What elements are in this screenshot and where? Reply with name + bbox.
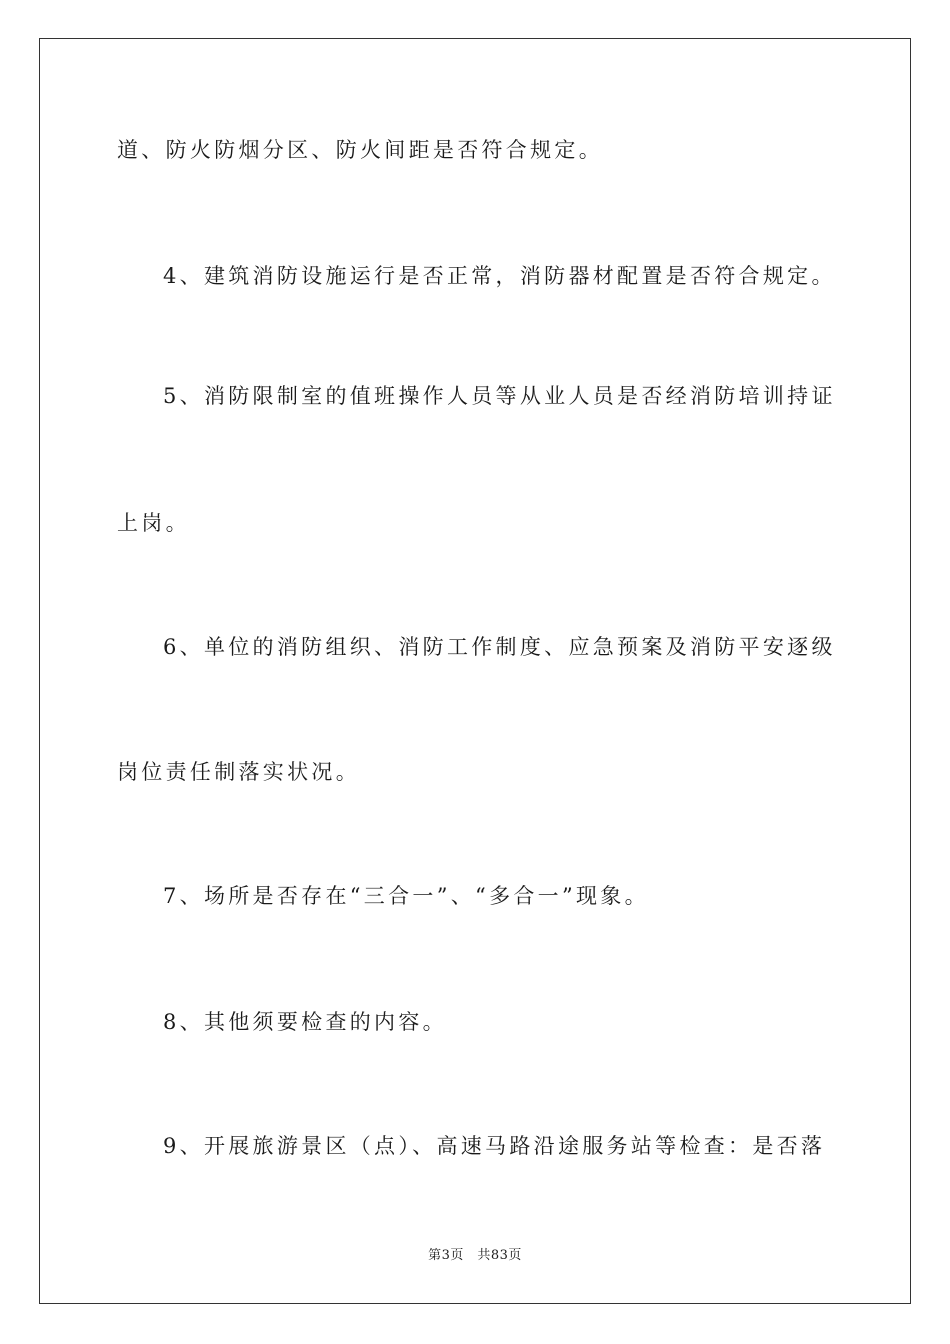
- page-border: [39, 38, 911, 1304]
- paragraph-line-1: 道、防火防烟分区、防火间距是否符合规定。: [117, 138, 603, 162]
- paragraph-line-5: 6、单位的消防组织、消防工作制度、应急预案及消防平安逐级: [163, 635, 836, 659]
- paragraph-line-9: 9、开展旅游景区（点）、高速马路沿途服务站等检查：是否落: [163, 1134, 826, 1158]
- paragraph-line-3: 5、消防限制室的值班操作人员等从业人员是否经消防培训持证: [163, 384, 836, 408]
- page-number-footer: 第3页 共83页: [428, 1248, 522, 1263]
- paragraph-line-2: 4、建筑消防设施运行是否正常，消防器材配置是否符合规定。: [163, 264, 836, 288]
- paragraph-line-8: 8、其他须要检查的内容。: [163, 1010, 447, 1034]
- paragraph-line-4: 上岗。: [117, 511, 190, 535]
- paragraph-line-7: 7、场所是否存在“三合一”、“多合一”现象。: [163, 884, 649, 908]
- paragraph-line-6: 岗位责任制落实状况。: [117, 760, 360, 784]
